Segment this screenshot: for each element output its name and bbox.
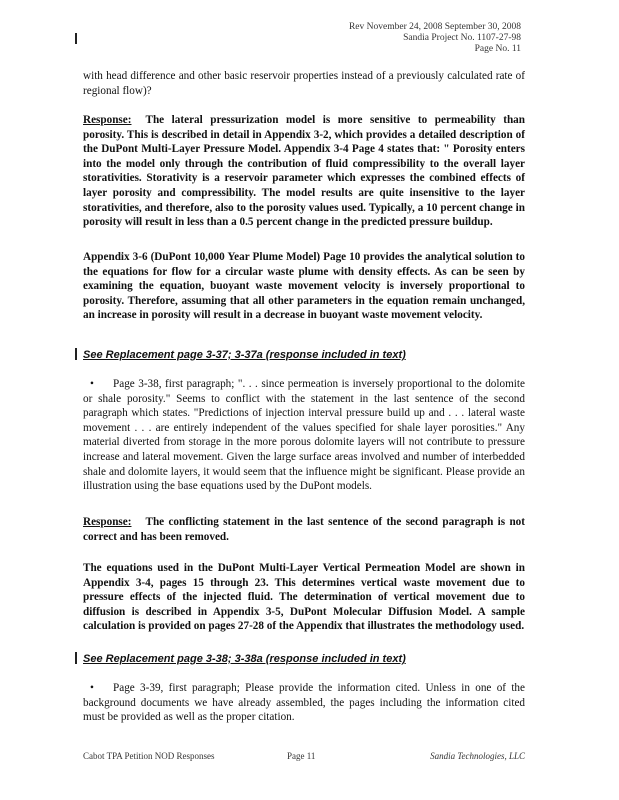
header-project: Sandia Project No. 1107-27-98 <box>403 33 521 43</box>
question-paragraph <box>83 681 525 725</box>
response-paragraph <box>83 113 525 230</box>
replacement-link[interactable]: See Replacement page 3-38; 3-38a (response included in text) <box>83 653 406 665</box>
response-text: The conflicting statement in the last sentence of the second paragraph is not correct and has been removed. <box>83 516 525 543</box>
footer-left: Cabot TPA Petition NOD Responses <box>83 751 215 761</box>
response-label: Response: <box>83 516 132 528</box>
change-bar <box>75 33 77 44</box>
replacement-link[interactable]: See Replacement page 3-37; 3-37a (response included in text) <box>83 349 406 361</box>
continued-question: with head difference and other basic reservoir properties instead of a previously calculated rate of regional flow)? <box>83 70 525 97</box>
question-paragraph <box>83 377 525 494</box>
header-revision: Rev November 24, 2008 September 30, 2008 <box>348 22 521 32</box>
equations-paragraph: The equations used in the DuPont Multi-Layer Vertical Permeation Model are shown in Appendix 3-4, pages 15 through 23. This determines vertical waste movement due to pressure effects of the injected fluid. The determination of vertical movement due to diffusion is described in Appendix 3-5, DuPont Molecular Diffusion Model. A sample calculation is provided on pages 27-28 of the Appendix that illustrates the methodology used. <box>83 562 525 633</box>
change-bar <box>75 348 77 360</box>
response-text: The lateral pressurization model is more sensitive to permeability than porosity. This is described in detail in Appendix 3-2, which provides a detailed description of the DuPont Multi-Layer Pressure Model. Appendix 3-4 Page 4 states that: " Porosity enters into the model only through the contribution of fluid compressibility to the overall layer storativities. Storativity is a reservoir parameter which expresses the combined effects of layer porosity and compressibility. The model results are quite insensitive to the layer storativities, and therefore, also to the porosity values used. Typically, a 10 percent change in porosity will result in less than a 0.5 percent change in the predicted pressure buildup. <box>83 114 525 229</box>
change-bar <box>75 652 77 664</box>
footer-right: Sandia Technologies, LLC <box>430 751 525 761</box>
bullet-icon: • <box>90 378 94 390</box>
response-label: Response: <box>83 114 132 126</box>
bullet-icon: • <box>90 682 94 694</box>
response-paragraph <box>83 515 525 544</box>
footer-page: Page 11 <box>287 751 316 761</box>
question-text: Page 3-39, first paragraph; Please provide the information cited. Unless in one of the background documents we have already assembled, the pages including the information cited must be provided as well as the proper citation. <box>83 682 525 724</box>
header-page: Page No. 11 <box>474 44 521 54</box>
question-text: Page 3-38, first paragraph; ". . . since permeation is inversely proportional to the dolomite or shale porosity." Seems to conflict with the statement in the last sentence of the second paragraph which states. "Predictions of injection interval pressure build up and . . . lateral waste movement . . . are entirely independent of the values specified for shale layer porosities." Any material diverted from storage in the more porous dolomite layers will not contribute to pressure increase and lateral movement. Given the large surface areas involved and number of interbedded shale and dolomite layers, it would seem that the influence might be significant. Please provide an illustration using the base equations used by the DuPont models. <box>83 378 525 493</box>
page-header <box>349 22 521 55</box>
appendix-paragraph: Appendix 3-6 (DuPont 10,000 Year Plume Model) Page 10 provides the analytical solution to the equations for flow for a circular waste plume with density effects. As can be seen by examining the equation, buoyant waste movement velocity is inversely proportional to porosity. Therefore, assuming that all other parameters in the equation remain unchanged, an increase in porosity will result in a decrease in buoyant waste movement velocity. <box>83 251 525 322</box>
